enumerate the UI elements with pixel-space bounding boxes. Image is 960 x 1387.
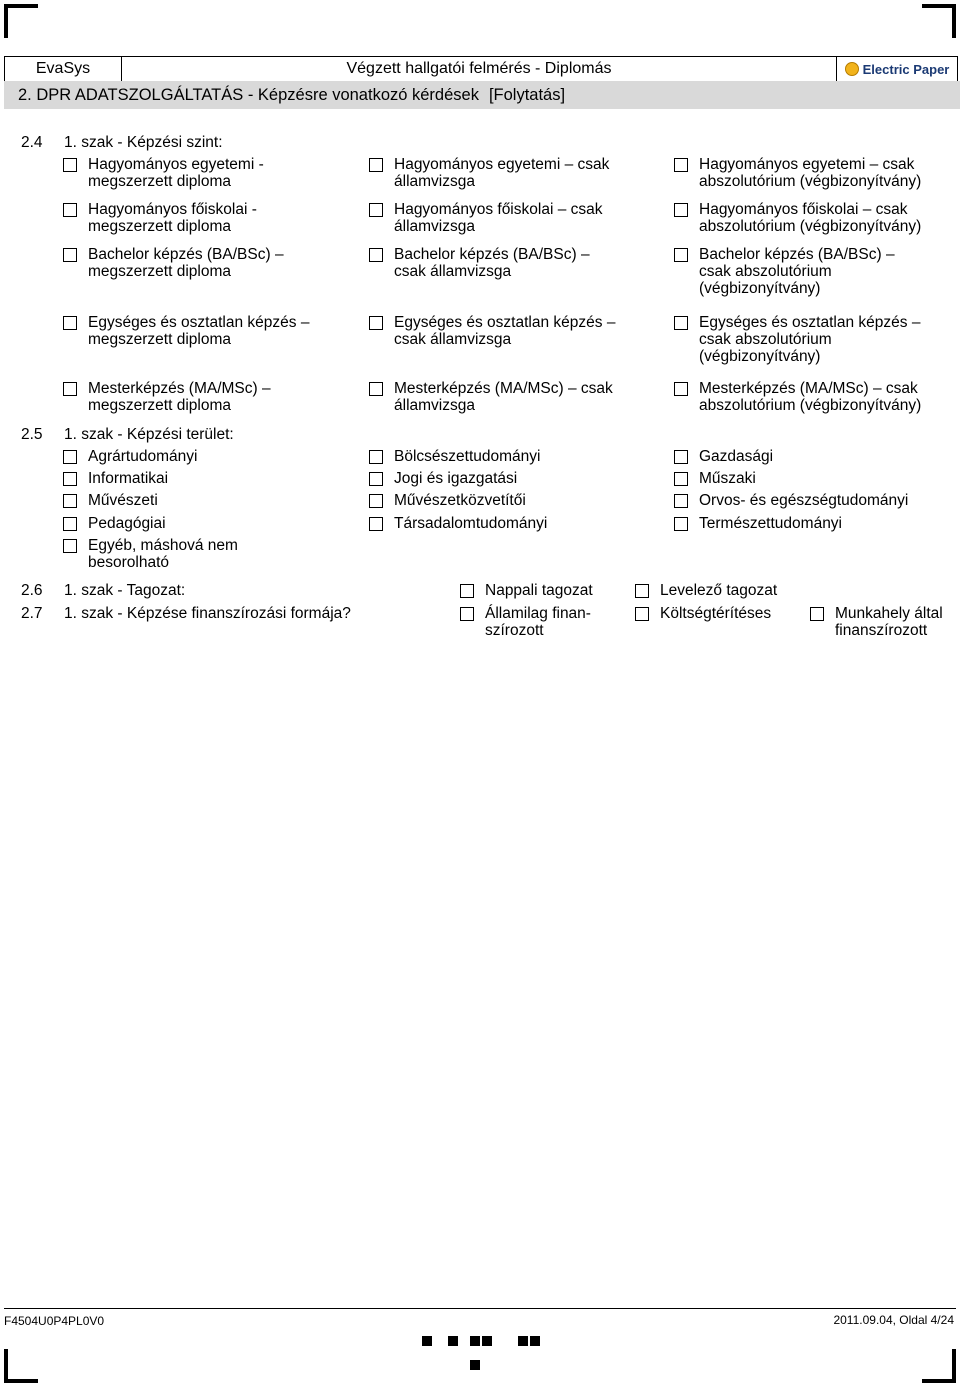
question-text: 1. szak - Tagozat: bbox=[64, 582, 186, 599]
corner-mark-bottom-left bbox=[4, 1349, 38, 1383]
checkbox[interactable] bbox=[63, 517, 77, 531]
option-label: Bachelor képzés (BA/BSc) – megszerzett diploma bbox=[88, 246, 284, 280]
question-text: 1. szak - Képzési szint: bbox=[64, 134, 223, 151]
option-label: Művészetközvetítői bbox=[394, 492, 526, 509]
scan-mark bbox=[518, 1336, 528, 1346]
checkbox[interactable] bbox=[63, 539, 77, 553]
checkbox[interactable] bbox=[674, 494, 688, 508]
option-label: Agrártudományi bbox=[88, 448, 198, 465]
form-header bbox=[4, 56, 958, 82]
scan-mark bbox=[422, 1336, 432, 1346]
option-label: Munkahely által finanszírozott bbox=[835, 605, 943, 639]
brand-name: Electric Paper bbox=[862, 61, 950, 77]
option-label: Pedagógiai bbox=[88, 515, 166, 532]
corner-mark-top-right bbox=[922, 4, 956, 38]
option-label: Egységes és osztatlan képzés – csak államvizsga bbox=[394, 314, 616, 348]
scan-mark bbox=[530, 1336, 540, 1346]
question-number: 2.6 bbox=[21, 582, 43, 599]
checkbox[interactable] bbox=[63, 450, 77, 464]
option-label: Egységes és osztatlan képzés – csak abszolutórium (végbizonyítvány) bbox=[699, 314, 921, 365]
checkbox[interactable] bbox=[674, 517, 688, 531]
option-label: Levelező tagozat bbox=[660, 582, 778, 599]
checkbox[interactable] bbox=[460, 584, 474, 598]
option-label: Hagyományos főiskolai - megszerzett diploma bbox=[88, 201, 257, 235]
section-continued: [Folytatás] bbox=[488, 86, 566, 104]
option-label: Orvos- és egészségtudományi bbox=[699, 492, 909, 509]
option-label: Mesterképzés (MA/MSc) – csak abszolutórium (végbizonyítvány) bbox=[699, 380, 922, 414]
option-label: Mesterképzés (MA/MSc) – csak államvizsga bbox=[394, 380, 613, 414]
checkbox[interactable] bbox=[369, 450, 383, 464]
question-text: 1. szak - Képzése finanszírozási formája? bbox=[64, 605, 351, 622]
option-label: Államilag finan- szírozott bbox=[485, 605, 591, 639]
option-label: Nappali tagozat bbox=[485, 582, 593, 599]
checkbox[interactable] bbox=[369, 158, 383, 172]
question-number: 2.7 bbox=[21, 605, 43, 622]
option-label: Bachelor képzés (BA/BSc) – csak abszolutórium (végbizonyítvány) bbox=[699, 246, 895, 297]
option-label: Egységes és osztatlan képzés – megszerzett diploma bbox=[88, 314, 310, 348]
section-title: 2. DPR ADATSZOLGÁLTATÁS - Képzésre vonatkozó kérdések bbox=[18, 86, 479, 104]
section-title-bar bbox=[4, 81, 960, 109]
checkbox[interactable] bbox=[369, 517, 383, 531]
checkbox[interactable] bbox=[63, 203, 77, 217]
form-code: F4504U0P4PL0V0 bbox=[4, 1314, 105, 1328]
option-label: Társadalomtudományi bbox=[394, 515, 548, 532]
scan-mark bbox=[470, 1336, 480, 1346]
checkbox[interactable] bbox=[63, 494, 77, 508]
scan-mark bbox=[470, 1360, 480, 1370]
option-label: Hagyományos egyetemi – csak államvizsga bbox=[394, 156, 610, 190]
checkbox[interactable] bbox=[674, 472, 688, 486]
survey-title: Végzett hallgatói felmérés - Diplomás bbox=[122, 57, 837, 81]
checkbox[interactable] bbox=[369, 203, 383, 217]
checkbox[interactable] bbox=[369, 472, 383, 486]
option-label: Hagyományos főiskolai – csak abszolutórium (végbizonyítvány) bbox=[699, 201, 922, 235]
corner-mark-top-left bbox=[4, 4, 38, 38]
option-label: Természettudományi bbox=[699, 515, 843, 532]
checkbox[interactable] bbox=[63, 316, 77, 330]
question-text: 1. szak - Képzési terület: bbox=[64, 426, 234, 443]
option-label: Mesterképzés (MA/MSc) – megszerzett diploma bbox=[88, 380, 271, 414]
option-label: Gazdasági bbox=[699, 448, 774, 465]
checkbox[interactable] bbox=[63, 158, 77, 172]
checkbox[interactable] bbox=[369, 382, 383, 396]
scan-mark bbox=[482, 1336, 492, 1346]
footer-divider bbox=[4, 1308, 956, 1309]
brand-logo bbox=[837, 57, 957, 81]
checkbox[interactable] bbox=[635, 584, 649, 598]
option-label: Jogi és igazgatási bbox=[394, 470, 518, 487]
checkbox[interactable] bbox=[810, 607, 824, 621]
option-label: Művészeti bbox=[88, 492, 158, 509]
checkbox[interactable] bbox=[635, 607, 649, 621]
checkbox[interactable] bbox=[674, 158, 688, 172]
checkbox[interactable] bbox=[674, 316, 688, 330]
question-number: 2.4 bbox=[21, 134, 43, 151]
corner-mark-bottom-right bbox=[922, 1349, 956, 1383]
option-label: Egyéb, máshová nem besorolható bbox=[88, 537, 238, 571]
checkbox[interactable] bbox=[63, 382, 77, 396]
checkbox[interactable] bbox=[460, 607, 474, 621]
checkbox[interactable] bbox=[369, 248, 383, 262]
checkbox[interactable] bbox=[63, 248, 77, 262]
option-label: Hagyományos egyetemi - megszerzett diploma bbox=[88, 156, 264, 190]
option-label: Hagyományos egyetemi – csak abszolutórium (végbizonyítvány) bbox=[699, 156, 922, 190]
checkbox[interactable] bbox=[63, 472, 77, 486]
option-label: Bachelor képzés (BA/BSc) – csak államvizsga bbox=[394, 246, 590, 280]
checkbox[interactable] bbox=[674, 248, 688, 262]
option-label: Bölcsészettudományi bbox=[394, 448, 541, 465]
option-label: Informatikai bbox=[88, 470, 169, 487]
checkbox[interactable] bbox=[369, 316, 383, 330]
app-name: EvaSys bbox=[5, 57, 122, 81]
checkbox[interactable] bbox=[674, 203, 688, 217]
option-label: Költségtérítéses bbox=[660, 605, 772, 622]
brand-icon bbox=[845, 62, 859, 76]
checkbox[interactable] bbox=[674, 450, 688, 464]
scan-mark bbox=[448, 1336, 458, 1346]
checkbox[interactable] bbox=[369, 494, 383, 508]
checkbox[interactable] bbox=[674, 382, 688, 396]
option-label: Műszaki bbox=[699, 470, 756, 487]
option-label: Hagyományos főiskolai – csak államvizsga bbox=[394, 201, 603, 235]
date-and-page: 2011.09.04, Oldal 4/24 bbox=[833, 1313, 954, 1327]
question-number: 2.5 bbox=[21, 426, 43, 443]
